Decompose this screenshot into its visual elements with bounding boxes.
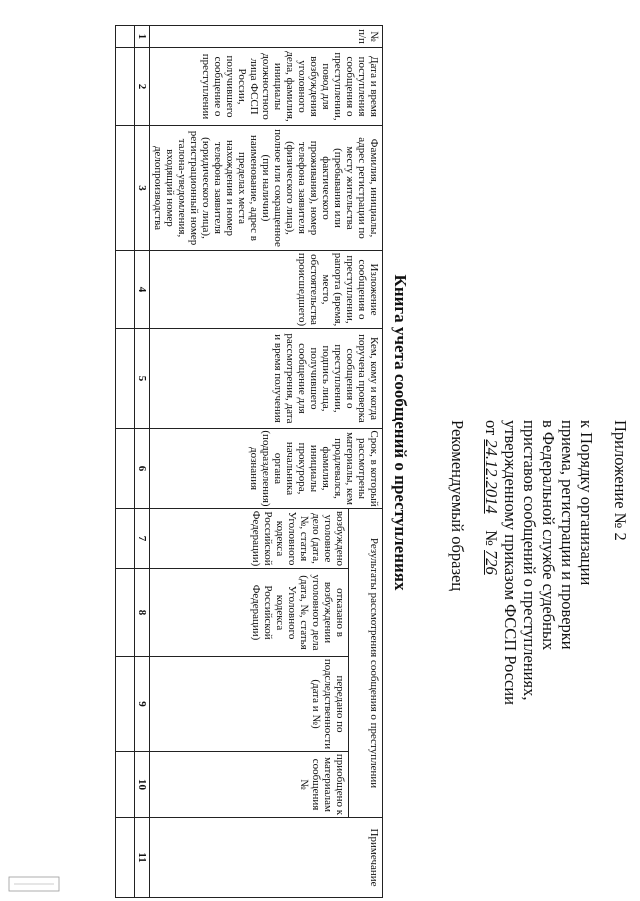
crime-report-ledger-table: [115, 25, 383, 898]
column-number: 3: [135, 126, 150, 251]
empty-entry-row: [116, 26, 135, 898]
column-number: 11: [135, 818, 150, 898]
table-cell: [116, 657, 135, 752]
page-marking-icon: [8, 874, 60, 896]
column-number: 2: [135, 48, 150, 126]
column-number-row: [135, 26, 150, 898]
header-line: утвержденному приказом ФССП России: [501, 420, 520, 706]
order-date: 24.12.2014: [482, 439, 501, 514]
table-cell: [116, 509, 135, 569]
column-number: 8: [135, 569, 150, 657]
header-cell-transferred: передано по подследственности (дата и №): [150, 657, 349, 752]
table-cell: [116, 429, 135, 509]
table-cell: [116, 818, 135, 898]
recommended-sample-label: Рекомендуемый образец: [448, 420, 467, 592]
from-label: от: [482, 420, 501, 436]
header-line: приставов сообщений о преступлениях,: [520, 420, 539, 701]
header-cell-review-period: Срок, в который рассмотрены материалы, кем продлевался, фамилия, инициалы прокурора, начальника органа (подразделения) дознания: [150, 429, 383, 509]
table-header-row: [349, 26, 383, 898]
header-line: приема, регистрации и проверки: [558, 420, 577, 650]
table-cell: [116, 251, 135, 329]
table-cell: [116, 48, 135, 126]
column-number: 9: [135, 657, 150, 752]
table-cell: [116, 752, 135, 818]
table-cell: [116, 26, 135, 48]
header-cell-note: Примечание: [150, 818, 383, 898]
header-line: в Федеральной службе судебных: [539, 420, 558, 651]
column-number: 10: [135, 752, 150, 818]
column-number: 4: [135, 251, 150, 329]
document-header: [448, 420, 630, 850]
header-cell-receipt-date: Дата и время поступления сообщения о преступлении, повод для возбуждения уголовного дела, фамилия, инициалы должностного лица ФССП России, получившего сообщение о преступлении: [150, 48, 383, 126]
order-number: 726: [482, 550, 501, 575]
rotated-document-page: [5, 15, 635, 890]
order-reference: [482, 420, 501, 850]
column-number: 7: [135, 509, 150, 569]
header-cell-report-summary: Изложение сообщения о преступлении, рапорта (время, место, обстоятельства происшедшего): [150, 251, 383, 329]
header-cell-applicant: Фамилия, инициалы, адрес регистрации по месту жительства (пребывания или фактического проживания), номер телефона заявителя (физического лица), полное или сокращенное (при наличии) наименование, адрес в пределах места нахождения и номер телефона заявителя (юридического лица), регистрационный номер талона-уведомления, входящий номер делопроизводства: [150, 126, 383, 251]
column-number: 1: [135, 26, 150, 48]
column-number: 6: [135, 429, 150, 509]
book-title: Книга учета сообщений о преступлениях: [391, 274, 410, 591]
appendix-label: Приложение № 2: [611, 420, 630, 541]
number-sign: №: [482, 530, 501, 546]
table-cell: [116, 569, 135, 657]
table-cell: [116, 126, 135, 251]
header-cell-assignment: Кем, кому и когда поручена проверка сообщения о преступлении, подпись лица, получившего сообщение для рассмотрения, дата и время получения: [150, 329, 383, 429]
column-number: 5: [135, 329, 150, 429]
table-cell: [116, 329, 135, 429]
header-cell-number: № п/п: [150, 26, 383, 48]
header-cell-results: Результаты рассмотрения сообщения о преступлении: [349, 509, 383, 818]
header-cell-case-refused: отказано в возбуждении уголовного дела (дата, №, статья Уголовного кодекса Российской Федерации): [150, 569, 349, 657]
header-cell-case-opened: возбуждено уголовное дело (дата, №, статья Уголовного кодекса Российской Федерации): [150, 509, 349, 569]
header-cell-attached: приобщено к материалам сообщения №: [150, 752, 349, 818]
header-line: к Порядку организации: [577, 420, 596, 586]
